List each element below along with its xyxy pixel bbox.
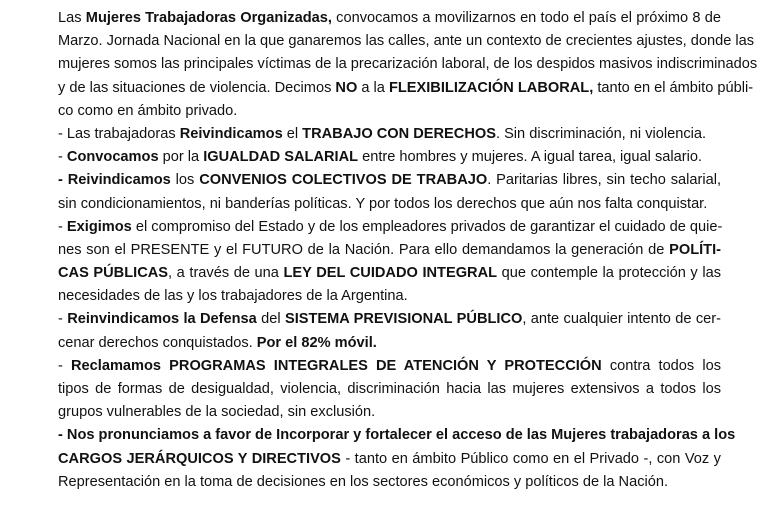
text-line <box>58 216 721 239</box>
text-line <box>58 448 721 471</box>
text-line <box>58 169 721 192</box>
text-span: co como en ámbito privado. <box>58 102 238 119</box>
text-span: . Paritarias libres, sin techo salarial, <box>487 172 722 189</box>
bold-text-span: Por el 82% móvil. <box>256 334 377 351</box>
text-line <box>58 77 754 100</box>
text-span: y de las situaciones de violencia. Decimos <box>58 79 336 96</box>
text-line <box>58 401 721 424</box>
text-span: necesidades de las y los trabajadores de la Argentina. <box>58 288 408 305</box>
text-span: , ante cualquier intento de cer- <box>522 311 721 328</box>
text-span: - <box>58 357 71 374</box>
bold-text-span: TRABAJO CON DERECHOS <box>302 125 496 142</box>
text-span: entre hombres y mujeres. A igual tarea, igual salario. <box>358 149 702 166</box>
text-span: que contemple la protección y las <box>497 265 721 282</box>
text-span: el compromiso del Estado y de los empleadores privados de garantizar el cuidado de quie- <box>131 218 723 235</box>
text-line <box>58 471 721 494</box>
text-span: Las <box>58 10 86 26</box>
text-line <box>58 53 758 76</box>
text-span: - Las trabajadoras <box>58 125 180 142</box>
document-body <box>58 7 758 494</box>
bold-text-span: POLÍTI- <box>669 241 721 258</box>
bold-text-span: CAS PÚBLICAS <box>58 265 169 282</box>
bold-text-span: Exigimos <box>66 218 132 235</box>
text-line <box>58 193 721 216</box>
text-span: Marzo. Jornada Nacional en la que ganaremos las calles, ante un contexto de crecientes ajustes, donde las <box>58 33 755 50</box>
text-span: tanto en el ámbito públi- <box>593 79 754 96</box>
text-span: sin condicionamientos, ni banderías políticas. Y por todos los derechos que aún nos falta conquistar. <box>58 195 708 212</box>
text-line <box>58 378 721 401</box>
text-line <box>58 308 721 331</box>
bold-text-span: CARGOS JERÁRQUICOS Y DIRECTIVOS <box>58 450 341 467</box>
text-line <box>58 424 736 447</box>
text-span: Representación en la toma de decisiones en los sectores económicos y políticos de la Nación. <box>58 473 669 490</box>
bold-text-span: - Reivindicamos <box>58 172 171 189</box>
text-span: grupos vulnerables de la sociedad, sin exclusión. <box>58 404 376 421</box>
text-span: contra todos los <box>601 357 721 374</box>
bold-text-span: CONVENIOS COLECTIVOS DE TRABAJO <box>199 172 488 189</box>
text-span: los <box>170 172 200 189</box>
bold-text-span: Mujeres Trabajadoras Organizadas, <box>85 10 332 26</box>
text-line <box>58 100 721 123</box>
text-line <box>58 30 755 53</box>
bold-text-span: - Nos pronunciamos a favor de Incorporar y fortalecer el acceso de las Mujeres trabajadoras a los <box>58 427 736 444</box>
bold-text-span: Reclamamos PROGRAMAS INTEGRALES DE ATENCIÓN Y PROTECCIÓN <box>71 357 602 374</box>
bold-text-span: FLEXIBILIZACIÓN LABORAL, <box>388 79 594 96</box>
text-line <box>58 332 721 355</box>
text-span: - tanto en ámbito Público como en el Privado -, con Voz y <box>340 450 721 467</box>
text-span: - <box>58 311 68 328</box>
bold-text-span: LEY DEL CUIDADO INTEGRAL <box>283 265 498 282</box>
text-span: cenar derechos conquistados. <box>58 334 257 351</box>
text-span: . Sin discriminación, ni violencia. <box>495 125 707 142</box>
text-line <box>58 262 721 285</box>
text-span: tipos de formas de desigualdad, violencia, discriminación hacia las mujeres extensivos a todos los <box>58 381 721 397</box>
text-line <box>58 285 721 308</box>
text-span: mujeres somos las principales víctimas de la precarización laboral, de los despidos masivos indiscriminados <box>58 56 758 73</box>
text-span: - <box>58 149 67 166</box>
text-span: - <box>58 218 67 235</box>
text-line <box>58 239 721 262</box>
text-span: a la <box>357 79 389 96</box>
bold-text-span: Convocamos <box>66 149 159 166</box>
text-line <box>58 123 721 146</box>
text-line <box>58 7 721 30</box>
text-span: el <box>282 125 303 142</box>
bold-text-span: Reivindicamos <box>179 125 283 142</box>
bold-text-span: SISTEMA PREVISIONAL PÚBLICO <box>284 311 523 328</box>
text-span: del <box>256 311 285 328</box>
bold-text-span: NO <box>335 79 358 96</box>
text-line <box>58 355 721 378</box>
text-span: por la <box>158 149 204 166</box>
text-span: nes son el PRESENTE y el FUTURO de la Nación. Para ello demandamos la generación de <box>58 241 670 258</box>
text-line <box>58 146 721 169</box>
text-span: convocamos a movilizarnos en todo el país el próximo 8 de <box>331 10 721 26</box>
text-span: , a través de una <box>168 265 284 282</box>
bold-text-span: IGUALDAD SALARIAL <box>203 149 359 166</box>
bold-text-span: Reinvindicamos la Defensa <box>67 311 257 328</box>
